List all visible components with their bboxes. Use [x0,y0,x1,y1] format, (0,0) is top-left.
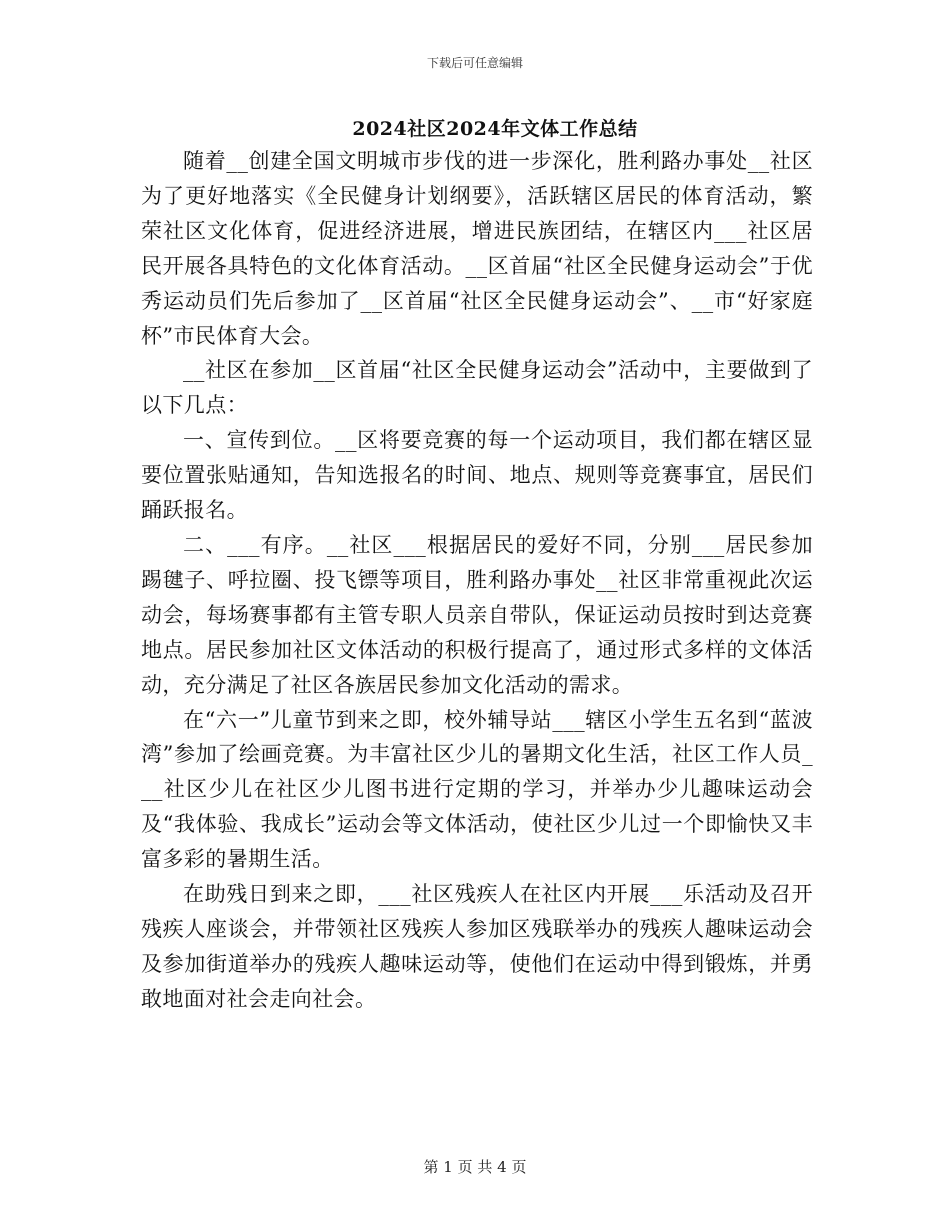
paragraph-3: 一、宣传到位。__区将要竞赛的每一个运动项目，我们都在辖区显要位置张贴通知，告知选报名的时间、地点、规则等竞赛事宜，居民们踊跃报名。 [141,428,813,523]
document-body [141,144,813,1017]
page-number: 第 1 页 共 4 页 [423,1158,527,1176]
paragraph-1: 随着__创建全国文明城市步伐的进一步深化，胜利路办事处__社区为了更好地落实《全民健身计划纲要》，活跃辖区居民的体育活动，繁荣社区文化体育，促进经济进展，增进民族团结，在辖区内___社区居民开展各具特色的文化体育活动。__区首届“社区全民健身运动会”于优秀运动员们先后参加了__区首届“社区全民健身运动会”、__市“好家庭杯”市民体育大会。 [141,149,813,348]
paragraph-5: 在“六一”儿童节到来之即，校外辅导站___辖区小学生五名到“蓝波湾”参加了绘画竞赛。为丰富社区少儿的暑期文化生活，社区工作人员___社区少儿在社区少儿图书进行定期的学习，并举办少儿趣味运动会及“我体验、我成长”运动会等文体活动，使社区少儿过一个即愉快又丰富多彩的暑期生活。 [141,707,813,872]
paragraph-4: 二、___有序。__社区___根据居民的爱好不同，分别___居民参加踢毽子、呼拉圈、投飞镖等项目，胜利路办事处__社区非常重视此次运动会，每场赛事都有主管专职人员亲自带队，保证运动员按时到达竞赛地点。居民参加社区文体活动的积极行提高了，通过形式多样的文体活动，充分满足了社区各族居民参加文化活动的需求。 [141,532,813,697]
paragraph-2: __社区在参加__区首届“社区全民健身运动会”活动中，主要做到了以下几点： [141,358,813,418]
document-title: 2024社区2024年文体工作总结 [352,118,638,140]
header-note: 下载后可任意编辑 [426,56,523,70]
paragraph-6: 在助残日到来之即，___社区残疾人在社区内开展___乐活动及召开残疾人座谈会，并带领社区残疾人参加区残联举办的残疾人趣味运动会及参加街道举办的残疾人趣味运动等，使他们在运动中得到锻炼，并勇敢地面对社会走向社会。 [141,882,813,1011]
